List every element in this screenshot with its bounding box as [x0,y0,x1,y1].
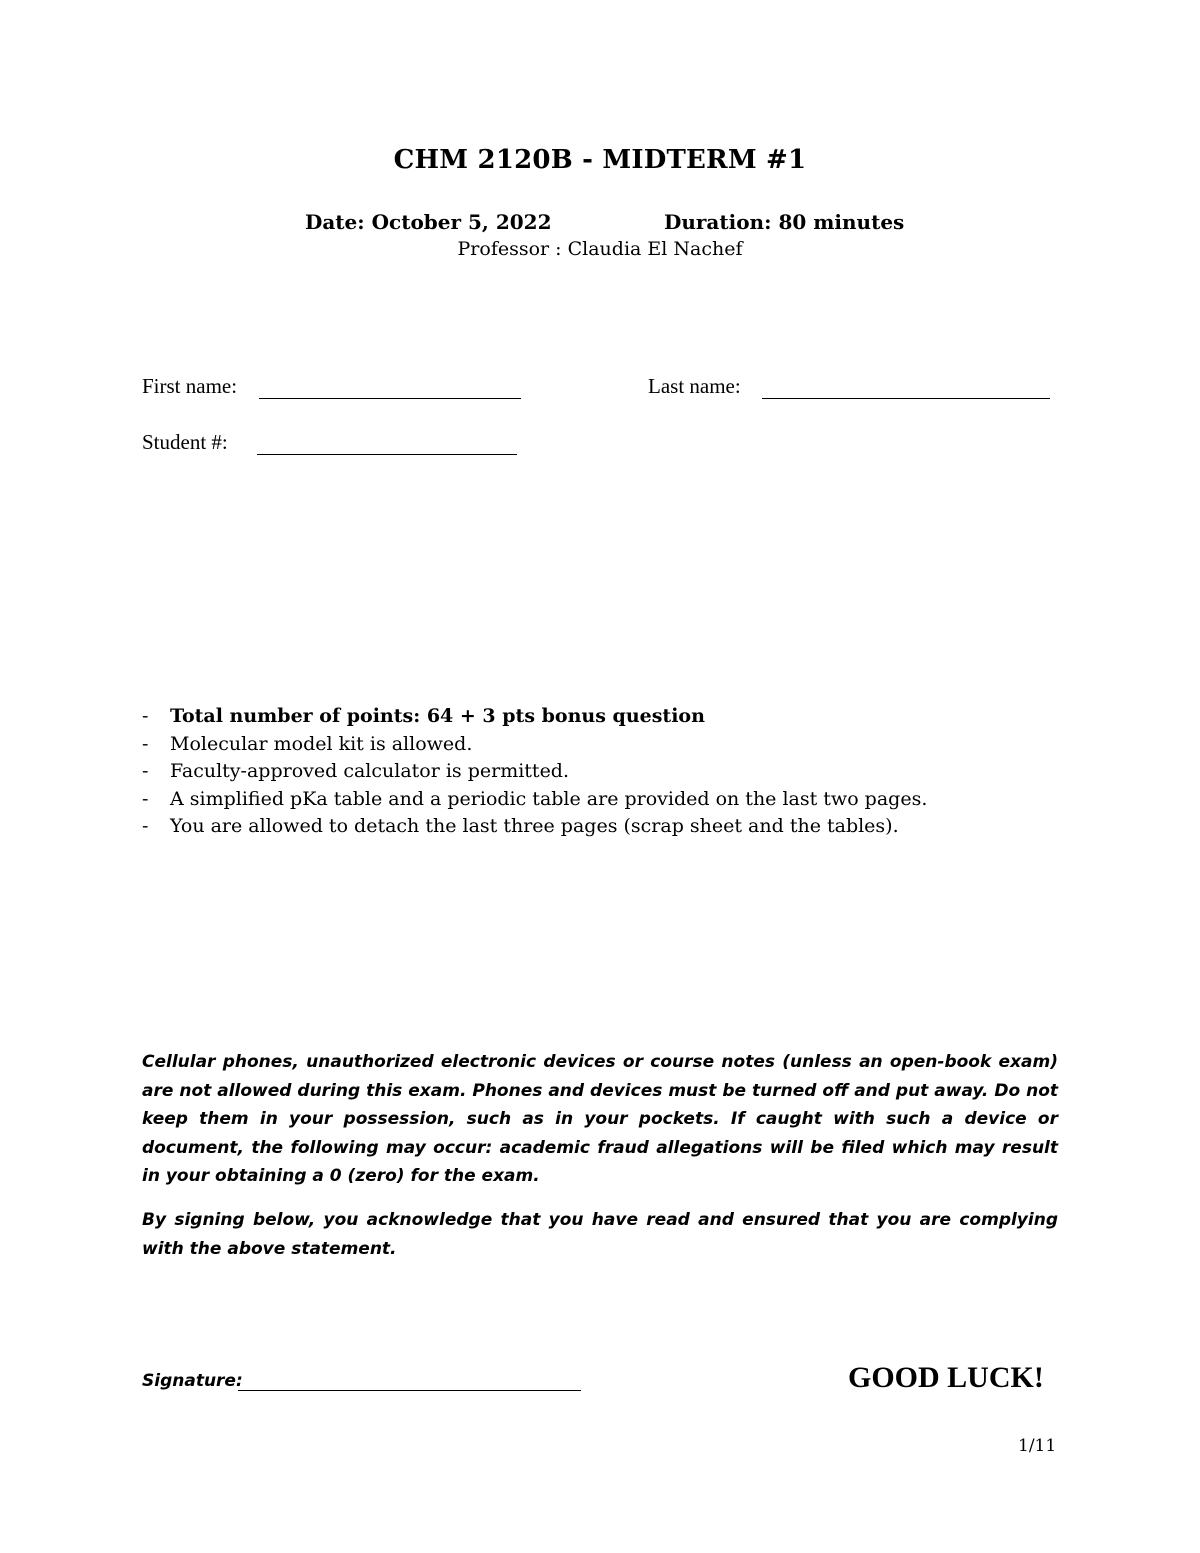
bullet-dash: - [142,787,149,810]
exam-title: CHM 2120B - MIDTERM #1 [393,145,807,175]
rule-calculator: Faculty-approved calculator is permitted. [170,760,570,782]
last-name-field[interactable] [762,380,1050,399]
exam-date: Date: October 5, 2022 [305,210,552,234]
list-item [142,758,927,786]
student-number-label: Student #: [142,430,228,454]
exam-rules-list [142,703,927,841]
list-item [142,703,927,731]
first-name-label: First name: [142,374,238,398]
rule-model-kit: Molecular model kit is allowed. [170,732,473,755]
rule-total-points: Total number of points: 64 + 3 pts bonus question [170,705,705,727]
last-name-label: Last name: [648,374,741,398]
list-item [142,731,927,759]
device-policy-paragraph: Cellular phones, unauthorized electronic devices or course notes (unless an open-book exam) are not allowed during this exam. Phones and devices must be turned off and put away. Do not keep them in your possession, such as in your pockets. If caught with such a device or document, the following may occur: academic fraud allegations will be filed which may result in your obtaining a 0 (zero) for the exam. [142,1052,1058,1186]
rule-detach-pages: You are allowed to detach the last three pages (scrap sheet and the tables). [170,815,899,837]
rule-tables: A simplified pKa table and a periodic table are provided on the last two pages. [170,787,928,810]
signature-field[interactable] [238,1390,581,1391]
student-number-field[interactable] [257,436,517,455]
list-item [142,786,927,814]
bullet-dash: - [142,732,149,755]
bullet-dash: - [142,705,149,727]
signature-label: Signature: [142,1371,243,1391]
first-name-field[interactable] [259,380,521,399]
bullet-dash: - [142,760,149,782]
good-luck-closing: GOOD LUCK! [848,1361,1044,1394]
exam-duration: Duration: 80 minutes [664,210,905,234]
page-number: 1/11 [1018,1436,1057,1456]
professor-name: Professor : Claudia El Nachef [457,238,743,260]
acknowledgement-paragraph: By signing below, you acknowledge that you have read and ensured that you are complying with the above statement. [142,1210,1058,1259]
bullet-dash: - [142,815,149,837]
list-item [142,813,927,841]
